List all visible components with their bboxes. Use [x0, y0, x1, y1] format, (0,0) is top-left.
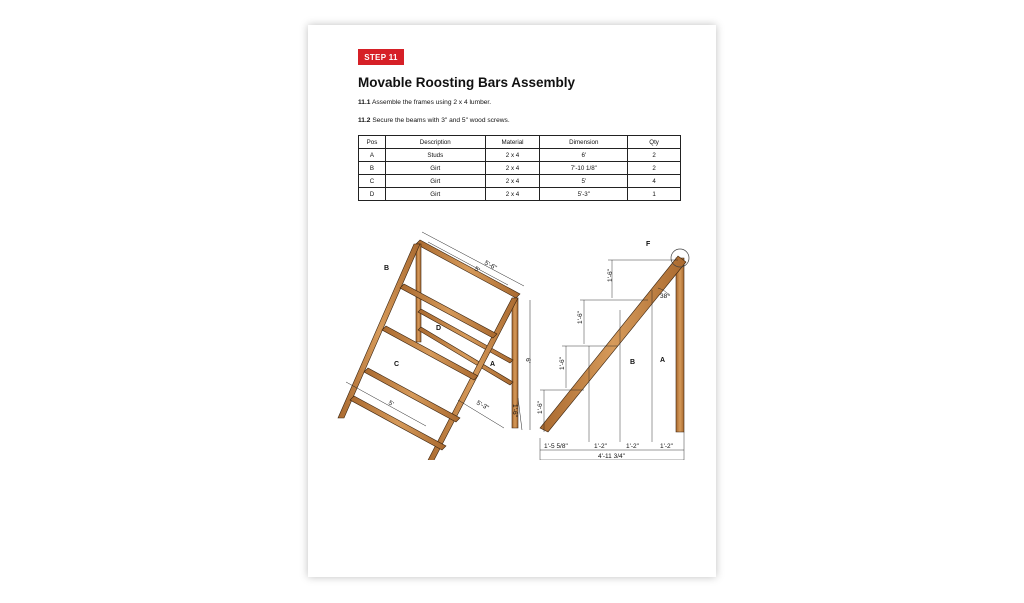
instruction-2	[358, 117, 510, 124]
table-cell: 2	[628, 162, 681, 175]
table-cell: 6'	[540, 149, 628, 162]
document-page	[308, 25, 716, 577]
hdim-1: 1'-5 5/8"	[544, 443, 568, 450]
table-cell: 5'-3"	[540, 188, 628, 201]
page-title: Movable Roosting Bars Assembly	[358, 75, 576, 90]
table-row	[359, 149, 681, 162]
label-c-iso: C	[394, 361, 400, 368]
label-a-iso: A	[490, 361, 496, 368]
table-cell: 2	[628, 149, 681, 162]
rung-1	[400, 284, 497, 338]
table-cell: 5'	[540, 175, 628, 188]
table-header: Description	[385, 136, 485, 149]
hdim-3: 1'-2"	[626, 443, 639, 450]
table-header: Dimension	[540, 136, 628, 149]
hdim-4: 1'-2"	[660, 443, 673, 450]
table-cell: 1	[628, 188, 681, 201]
instruction-number: 11.2	[358, 117, 371, 124]
top-girt	[416, 240, 520, 298]
instruction-1	[358, 99, 491, 106]
total-width: 4'-11 3/4"	[598, 453, 625, 460]
iso-view	[338, 240, 520, 460]
table-cell: C	[359, 175, 386, 188]
assembly-drawing	[308, 210, 716, 460]
table-cell: Girt	[385, 188, 485, 201]
table-cell: 2 x 4	[485, 149, 540, 162]
table-cell: 2 x 4	[485, 188, 540, 201]
vdim-3: 1'-6"	[559, 357, 566, 370]
parts-table	[358, 135, 681, 201]
table-row	[359, 162, 681, 175]
table-header: Qty	[628, 136, 681, 149]
label-d-iso: D	[436, 325, 442, 332]
dim-top-inner: 5'	[473, 265, 481, 275]
table-cell: A	[359, 149, 386, 162]
table-header-row	[359, 136, 681, 149]
table-cell: B	[359, 162, 386, 175]
vdim-4: 1'-6"	[537, 401, 544, 414]
instruction-text: Secure the beams with 3" and 5" wood screws.	[372, 117, 510, 124]
table-cell: Girt	[385, 162, 485, 175]
side-stud-a	[676, 258, 684, 432]
table-cell: Studs	[385, 149, 485, 162]
dim-bottom-right: 5'-3"	[475, 399, 490, 412]
table-cell: D	[359, 188, 386, 201]
label-b-iso: B	[384, 265, 390, 272]
table-cell: 4	[628, 175, 681, 188]
vdim-1: 1'-6"	[607, 269, 614, 282]
dim-bottom-left: 5'	[387, 399, 395, 409]
dim-height: 6'	[524, 358, 531, 363]
table-header: Pos	[359, 136, 386, 149]
table-cell: 2 x 4	[485, 162, 540, 175]
instruction-text: Assemble the frames using 2 x 4 lumber.	[371, 99, 492, 106]
dim-bottom-height: 1'-6"	[511, 404, 518, 417]
hdim-2: 1'-2"	[594, 443, 607, 450]
table-row	[359, 175, 681, 188]
table-cell: 7'-10 1/8"	[540, 162, 628, 175]
step-badge: STEP 11	[358, 49, 404, 65]
table-cell: 2 x 4	[485, 175, 540, 188]
table-header: Material	[485, 136, 540, 149]
label-f: F	[646, 241, 651, 248]
instruction-number: 11.1	[358, 99, 371, 106]
angle-label: 38°	[660, 293, 670, 300]
label-b-side: B	[630, 359, 636, 366]
vdim-2: 1'-6"	[577, 311, 584, 324]
table-row	[359, 188, 681, 201]
table-cell: Girt	[385, 175, 485, 188]
label-a-side: A	[660, 357, 666, 364]
dim-top-outer: 5'-6"	[483, 259, 498, 272]
